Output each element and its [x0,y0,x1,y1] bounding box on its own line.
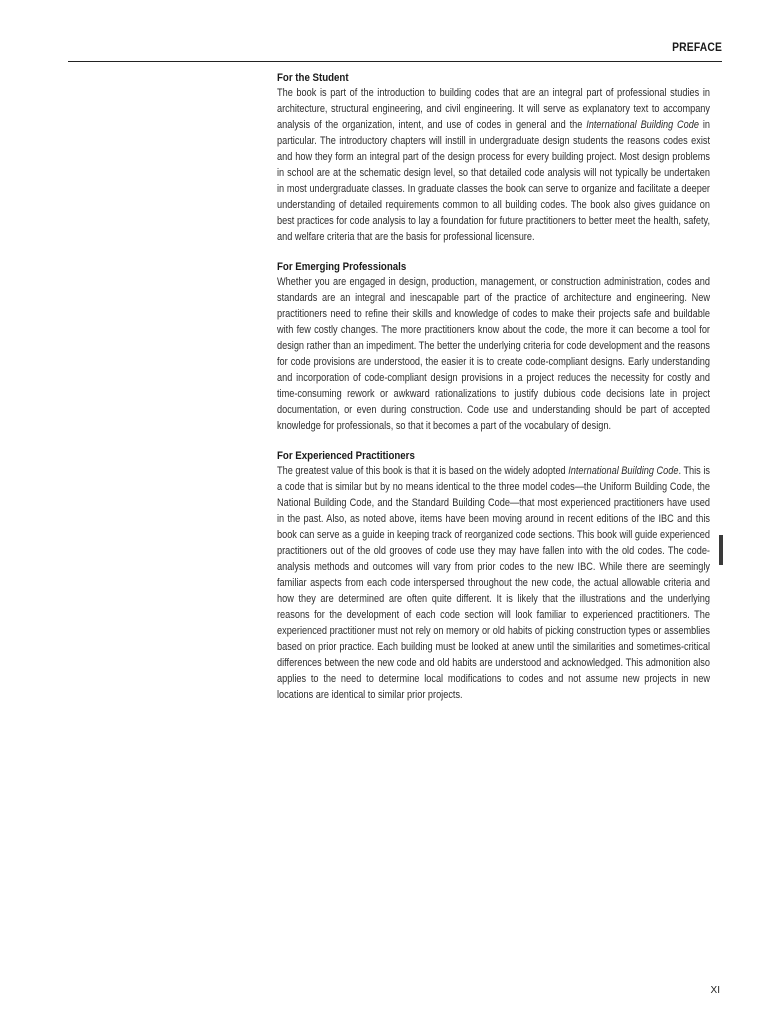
section-student [277,71,710,245]
section-heading: For the Student [277,72,349,84]
header-rule [68,61,722,62]
book-title: International Building Code [568,465,679,477]
section-body: The greatest value of this book is that it is based on the widely adopted International Building Code. This is a code that is similar but by no means identical to the three model codes—the Uniform Building Code, the National Building Code, and the Standard Building Code—that most experienced practitioners have used in the past. Also, as noted above, items have been moving around in recent editions of the IBC and this book can serve as a guide in keeping track of reorganized code sections. This book will guide experienced practitioners out of the old grooves of code use they may have fallen into with the old codes. The code-analysis methods and outcomes will vary from prior codes to the new IBC. While there are seemingly familiar aspects from each code interspersed throughout the new code, the actual allowable criteria and how they are determined are often quite different. It is likely that the illustrations and the underlying reasons for the development of each code section will look familiar to experienced practitioners. The experienced practitioner must not rely on memory or old habits of picking construction types or assemblies based on prior practice. Each building must be looked at anew until the similarities and sometimes-critical differences between the new code and old habits are understood and acknowledged. This admonition also applies to the need to determine local modifications to codes and not assume new projects in new locations are identical to similar prior projects. [277,465,710,701]
running-head: PREFACE [672,40,722,54]
section-heading: For Experienced Practitioners [277,450,415,462]
book-title: International Building Code [586,119,699,131]
section-emerging-professionals [277,260,710,434]
section-body: Whether you are engaged in design, production, management, or construction administration, codes and standards are an integral and inescapable part of the practice of architecture and engineering. New practitioners need to refine their skills and knowledge of codes to make their projects safe and buildable with few costly changes. The more practitioners know about the code, the more it can become a tool for design rather than an impediment. The better the underlying criteria for code development and the reasons for code provisions are understood, the easier it is to create code-compliant designs. Early understanding and incorporation of code-compliant design provisions in a project reduces the necessity for costly and time-consuming rework or awkward rationalizations to justify dubious code decisions late in project documentation, or even during construction. Code use and understanding should be part of accepted knowledge for professionals, so that it becomes a part of the vocabulary of design. [277,276,710,432]
change-bar [719,535,723,565]
page-number: XI [710,985,720,996]
text-column [277,71,710,718]
section-body: The book is part of the introduction to building codes that are an integral part of professional studies in architecture, structural engineering, and civil engineering. It will serve as explanatory text to accompany analysis of the organization, intent, and use of codes in general and the International Building Code in particular. The introductory chapters will instill in undergraduate design students the reasons codes exist and how they form an integral part of the design process for every building project. Most design problems in school are at the schematic design level, so that detailed code analysis will not typically be undertaken in most undergraduate classes. In graduate classes the book can serve to organize and facilitate a deeper understanding of detailed requirements common to all building codes. The book also gives guidance on best practices for code analysis to lay a foundation for future practitioners to better meet the health, safety, and welfare criteria that are the basis for professional licensure. [277,87,710,243]
section-experienced-practitioners [277,449,710,703]
section-heading: For Emerging Professionals [277,261,407,273]
